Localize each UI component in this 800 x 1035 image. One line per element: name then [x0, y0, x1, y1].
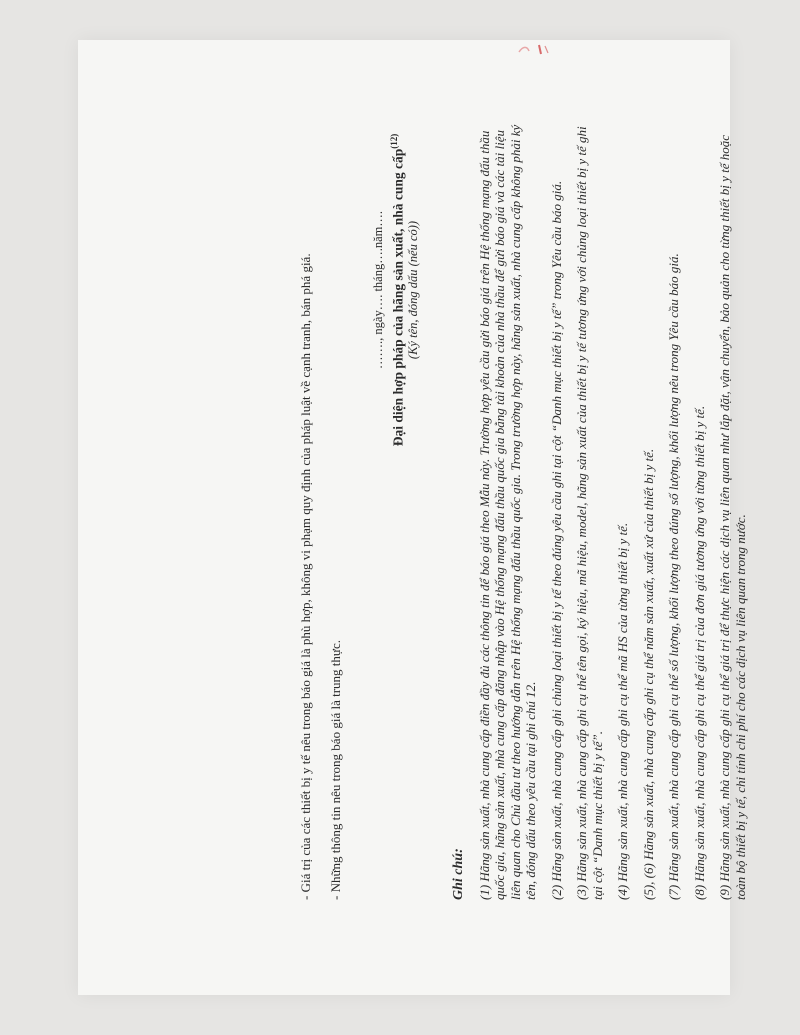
- bullet-price-compliance: - Giá trị của các thiết bị y tế nêu trong báo giá là phù hợp, không vi phạm quy định của pháp luật về cạnh tranh, bán phá giá.: [298, 253, 313, 900]
- document-content: [298, 100, 758, 900]
- notes-heading: Ghi chú:: [451, 848, 466, 900]
- signature-date: ……., ngày…. tháng….năm….: [371, 211, 385, 369]
- note-7: (7) Hãng sản xuất, nhà cung cấp ghi cụ thể số lượng, khối lượng theo đúng số lượng, khối lượng nêu trong Yêu cầu báo giá.: [666, 253, 681, 900]
- signature-footnote-ref: (12): [388, 133, 399, 149]
- note-9: (9) Hãng sản xuất, nhà cung cấp ghi cụ thể giá trị để thực hiện các dịch vụ liên quan như lắp đặt, vận chuyển, bảo quản cho từng thiết bị y tế hoặc toàn bộ thiết bị y tế, chi tính chi phí cho các dịch vụ liên quan trong nước.: [717, 134, 748, 900]
- rotated-document: [274, 70, 800, 970]
- note-5-6: (5), (6) Hãng sản xuất, nhà cung cấp ghi cụ thể năm sản xuất, xuất xứ của thiết bị y tế.: [640, 448, 656, 900]
- note-8: (8) Hãng sản xuất, nhà cung cấp ghi cụ thể giá trị của đơn giá tương ứng với từng thiết bị y tế.: [691, 405, 707, 900]
- note-2: (2) Hãng sản xuất, nhà cung cấp ghi chủng loại thiết bị y tế theo đúng yêu cầu ghi tại cột “Danh mục thiết bị y tế” trong Yêu cầu báo giá.: [548, 180, 564, 900]
- stamp-mark-icon: [515, 42, 555, 56]
- signature-title: [387, 110, 406, 470]
- note-4: (4) Hãng sản xuất, nhà cung cấp ghi cụ thể mã HS của từng thiết bị y tế.: [615, 522, 630, 900]
- note-3: (3) Hãng sản xuất, nhà cung cấp ghi cụ thể tên gọi, ký hiệu, mã hiệu, model, hãng sản xuất của thiết bị y tế tương ứng với chủng loại thiết bị y tế ghi tại cột “Danh mục thiết bị y tế”.: [574, 126, 605, 900]
- signature-block: [371, 110, 421, 470]
- signature-title-text: Đại diện hợp pháp của hãng sản xuất, nhà cung cấp: [390, 148, 405, 447]
- note-1: (1) Hãng sản xuất, nhà cung cấp điền đầy đủ các thông tin để báo giá theo Mẫu này. Trường hợp yêu cầu gửi báo giá trên Hệ thống mạng đấu thầu quốc gia, hãng sản xuất, nhà cung cấp đăng nhập vào Hệ thống mạng đấu thầu quốc gia bằng tài khoản của nhà thầu để gửi báo giá và các tài liệu liên quan cho Chủ đầu tư theo hướng dẫn trên Hệ thống mạng đấu thầu quốc gia. Trong trường hợp này, hãng sản xuất, nhà cung cấp không phải ký tên, đóng dấu theo yêu cầu tại ghi chú 12.: [476, 124, 538, 900]
- bullet-truthful-info: - Những thông tin nêu trong báo giá là trung thực.: [327, 640, 343, 900]
- signature-note: (Ký tên, đóng dấu (nếu có)): [405, 220, 420, 360]
